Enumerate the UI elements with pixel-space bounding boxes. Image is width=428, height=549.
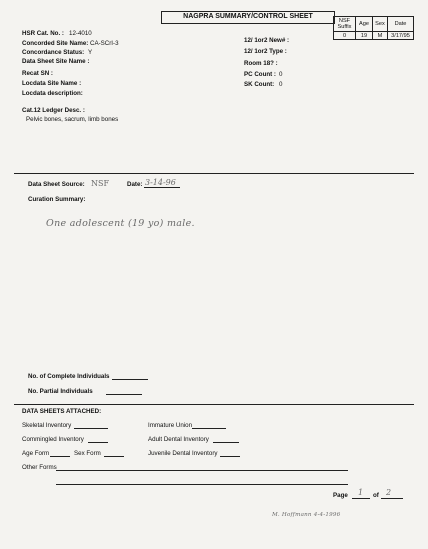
date-value: 3/17/95	[388, 32, 414, 40]
sex-value: M	[373, 32, 388, 40]
age-header: Age	[356, 17, 373, 32]
age-form-label: Age Form	[22, 450, 50, 457]
section-divider-top	[14, 173, 414, 174]
nsf-table	[333, 16, 414, 40]
skeletal-inventory-field	[74, 428, 108, 429]
page-total-underline	[381, 498, 403, 499]
new-number-label: 12/ 1or2 New# :	[244, 37, 290, 44]
recat-sn-label: Recat SN :	[22, 70, 53, 77]
nsf-header: NSF Suffix	[334, 17, 356, 32]
page-total: 2	[386, 488, 392, 497]
other-forms-label: Other Forms	[22, 464, 57, 471]
locdata-site-label: Locdata Site Name :	[22, 80, 82, 87]
concordance-status-value: Y	[88, 49, 93, 56]
section-divider-bottom	[14, 404, 414, 405]
page-label: Page	[333, 492, 348, 499]
type-label: 12/ 1or2 Type :	[244, 48, 287, 55]
juvenile-dental-inventory-field	[220, 456, 240, 457]
concorded-site-label: Concorded Site Name:	[22, 40, 89, 47]
sex-header: Sex	[373, 17, 388, 32]
hsr-cat-value: 12-4010	[69, 30, 92, 37]
immature-union-label: Immature Union	[148, 422, 193, 429]
reviewer-signature: M. Hoffmann 4-4-1996	[272, 512, 341, 518]
room-18-label: Room 18? :	[244, 60, 278, 67]
partial-individuals-label: No. Partial Individuals	[28, 388, 93, 395]
concorded-site-value: CA-SCrI-3	[90, 40, 119, 47]
date-value: 3-14-96	[145, 178, 176, 187]
date-header: Date	[388, 17, 414, 32]
pc-count-label: PC Count :	[244, 71, 276, 78]
sk-count-label: SK Count:	[244, 81, 275, 88]
locdata-description-label: Locdata description:	[22, 90, 83, 97]
page-current: 1	[358, 488, 364, 497]
age-value: 19	[356, 32, 373, 40]
page-title: NAGPRA SUMMARY/CONTROL SHEET	[183, 12, 313, 20]
commingled-inventory-label: Commingled Inventory	[22, 436, 84, 443]
age-form-field	[50, 456, 70, 457]
adult-dental-inventory-field	[213, 442, 239, 443]
partial-individuals-field	[106, 394, 142, 395]
data-sheet-source-value: NSF	[91, 179, 110, 188]
immature-union-field	[192, 428, 226, 429]
hsr-cat-label: HSR Cat. No. :	[22, 30, 64, 37]
sk-count-value: 0	[279, 81, 283, 88]
date-label: Date:	[127, 181, 143, 188]
page-of-label: of	[373, 492, 379, 499]
commingled-inventory-field	[88, 442, 108, 443]
other-forms-field-1	[56, 470, 348, 471]
ledger-desc-label: Cat.12 Ledger Desc. :	[22, 107, 85, 114]
date-underline	[144, 187, 180, 188]
sex-form-field	[104, 456, 124, 457]
data-sheet-source-label: Data Sheet Source:	[28, 181, 85, 188]
data-sheets-attached-heading: DATA SHEETS ATTACHED:	[22, 408, 102, 415]
concordance-status-label: Concordance Status:	[22, 49, 85, 56]
ledger-desc-value: Pelvic bones, sacrum, limb bones	[26, 116, 119, 123]
skeletal-inventory-label: Skeletal Inventory	[22, 422, 72, 429]
sex-form-label: Sex Form	[74, 450, 101, 457]
pc-count-value: 0	[279, 71, 283, 78]
data-sheet-site-label: Data Sheet Site Name :	[22, 58, 90, 65]
complete-individuals-label: No. of Complete Individuals	[28, 373, 110, 380]
adult-dental-inventory-label: Adult Dental Inventory	[148, 436, 209, 443]
page-current-underline	[352, 498, 370, 499]
curation-summary-value: One adolescent (19 yo) male.	[46, 218, 195, 229]
nsf-value: 0	[334, 32, 356, 40]
curation-summary-label: Curation Summary:	[28, 196, 86, 203]
other-forms-field-2	[56, 484, 348, 485]
juvenile-dental-inventory-label: Juvenile Dental Inventory	[148, 450, 218, 457]
complete-individuals-field	[112, 379, 148, 380]
